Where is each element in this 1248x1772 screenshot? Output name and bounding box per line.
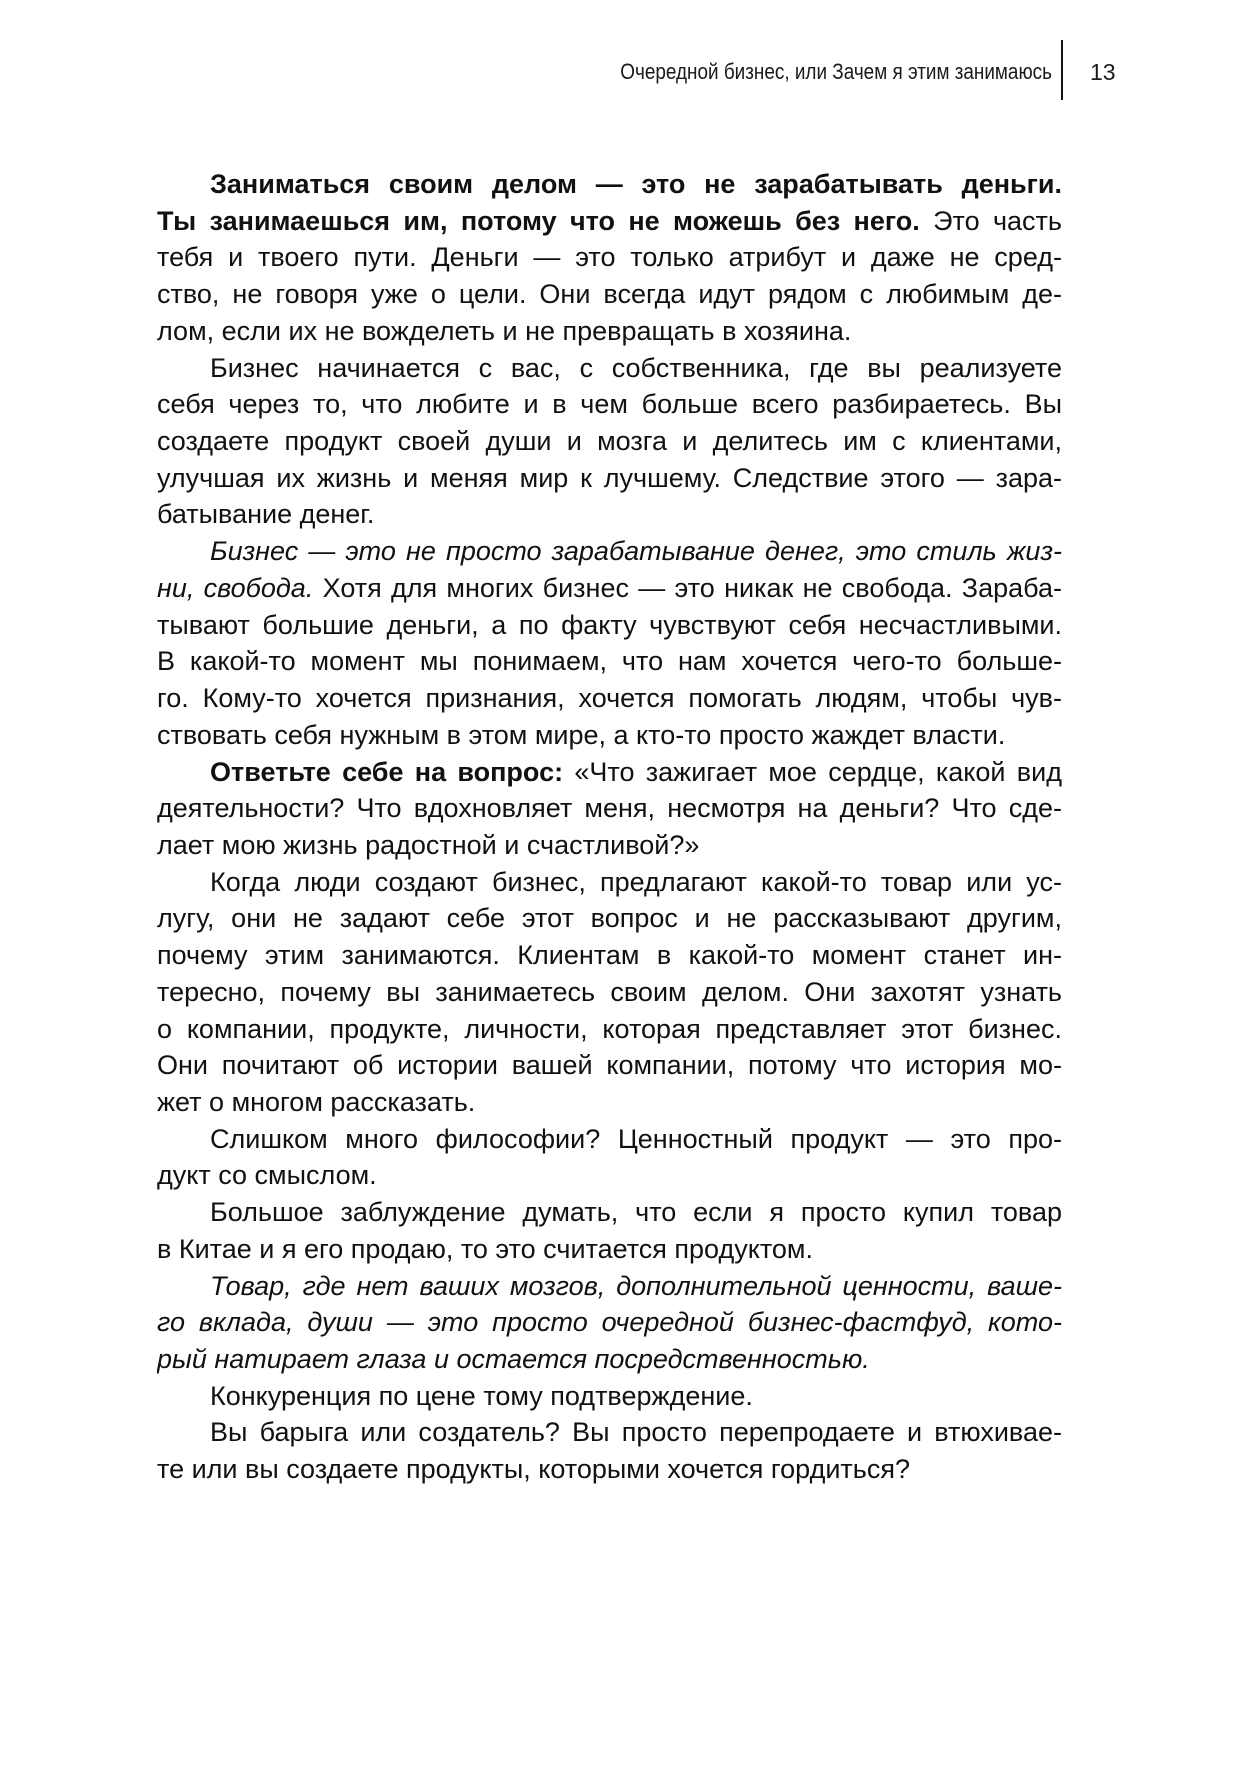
text-line (157, 1011, 1062, 1048)
text-line (157, 790, 1062, 827)
text-run: Конкуренция по цене тому подтверждение. (210, 1380, 753, 1411)
text-line (157, 1047, 1062, 1084)
text-run: в Китае и я его продаю, то это считается продуктом. (157, 1233, 813, 1264)
text-line (157, 643, 1062, 680)
text-line (157, 1157, 1062, 1194)
header-divider (1061, 40, 1063, 100)
text-line (157, 1341, 1062, 1378)
text-line (157, 680, 1062, 717)
text-line (157, 827, 1062, 864)
text-run: ствовать себя нужным в этом мире, а кто-то просто жаждет власти. (157, 719, 1006, 750)
text-run: Хотя для многих бизнес — это никак не свобода. Зараба- (313, 572, 1062, 603)
text-line (157, 1451, 1062, 1488)
text-run: Большое заблуждение думать, что если я просто купил товар (210, 1197, 1062, 1228)
text-line (157, 717, 1062, 754)
text-line (157, 276, 1062, 313)
text-line (157, 386, 1062, 423)
text-line (157, 974, 1062, 1011)
text-line (157, 570, 1062, 607)
text-line (157, 1304, 1062, 1341)
text-line (157, 239, 1062, 276)
text-run: Они почитают об истории вашей компании, потому что история мо- (157, 1050, 1062, 1081)
text-run: почему этим занимаются. Клиентам в какой-то момент станет ин- (157, 940, 1062, 971)
text-run: Когда люди создают бизнес, предлагают какой-то товар или ус- (210, 866, 1062, 897)
text-run: Бизнес начинается с вас, с собственника, где вы реализуете (210, 352, 1062, 383)
text-line (157, 460, 1062, 497)
italic-emphasis: рый натирает глаза и остается посредственностью. (157, 1344, 870, 1374)
text-run: жет о многом рассказать. (157, 1086, 476, 1117)
text-run: го. Кому-то хочется признания, хочется помогать людям, чтобы чув- (157, 683, 1062, 714)
text-line (157, 607, 1062, 644)
italic-emphasis: Товар, где нет ваших мозгов, дополнительной ценности, ваше- (210, 1270, 1062, 1301)
running-title: Очередной бизнес, или Зачем я этим занимаюсь (620, 59, 1052, 84)
text-run: В какой-то момент мы понимаем, что нам хочется чего-то больше- (157, 646, 1062, 677)
paragraph-first-line (157, 754, 1062, 791)
text-run: деятельности? Что вдохновляет меня, несмотря на деньги? Что сде- (157, 793, 1062, 824)
paragraph-first-line (157, 1121, 1062, 1158)
text-run: «Что зажигает мое сердце, какой вид (563, 756, 1062, 787)
text-line (157, 1231, 1062, 1268)
text-line (157, 313, 1062, 350)
text-line (157, 423, 1062, 460)
paragraph-first-line (157, 533, 1062, 570)
paragraph-first-line (157, 1194, 1062, 1231)
text-run: о компании, продукте, личности, которая представляет этот бизнес. (157, 1013, 1062, 1044)
bold-emphasis: Ответьте себе на вопрос: (210, 756, 564, 787)
text-run: себя через то, что любите и в чем больше всего разбираетесь. Вы (157, 389, 1062, 420)
text-run: Вы барыга или создатель? Вы просто перепродаете и втюхивае- (210, 1417, 1062, 1448)
text-run: те или вы создаете продукты, которыми хочется гордиться? (157, 1454, 910, 1485)
body-text (157, 166, 1062, 1488)
text-run: лает мою жизнь радостной и счастливой?» (157, 829, 700, 860)
text-line (157, 496, 1062, 533)
text-line (157, 900, 1062, 937)
bold-emphasis: Заниматься своим делом — это не зарабатывать деньги. (210, 169, 1062, 199)
italic-emphasis: го вклада, души — это просто очередной бизнес-фастфуд, кото- (157, 1307, 1062, 1338)
text-line (157, 203, 1062, 240)
text-run: Слишком много философии? Ценностный продукт — это про- (210, 1123, 1062, 1154)
text-run: лом, если их не вожделеть и не превращать в хозяина. (157, 315, 852, 346)
italic-emphasis: ни, свобода. (157, 572, 314, 603)
text-run: тывают большие деньги, а по факту чувствуют себя несчастливыми. (157, 609, 1062, 640)
text-run: улучшая их жизнь и меняя мир к лучшему. Следствие этого — зара- (157, 462, 1062, 493)
page-number: 13 (1090, 59, 1116, 85)
text-run: батывание денег. (157, 499, 375, 530)
text-run: дукт со смыслом. (157, 1160, 377, 1191)
text-run: лугу, они не задают себе этот вопрос и не рассказывают другим, (157, 903, 1062, 934)
text-run: ство, не говоря уже о цели. Они всегда идут рядом с любимым де- (157, 279, 1062, 310)
text-run: тересно, почему вы занимаетесь своим делом. Они захотят узнать (157, 976, 1062, 1007)
text-run: тебя и твоего пути. Деньги — это только атрибут и даже не сред- (157, 242, 1062, 273)
bold-emphasis: Ты занимаешься им, потому что не можешь без него. (157, 205, 920, 236)
paragraph-first-line (157, 1378, 1062, 1415)
paragraph-first-line (157, 1414, 1062, 1451)
paragraph-first-line (157, 350, 1062, 387)
text-run: Это часть (919, 205, 1062, 236)
paragraph-first-line (157, 1268, 1062, 1305)
text-run: создаете продукт своей души и мозга и делитесь им с клиентами, (157, 426, 1062, 457)
text-line (157, 1084, 1062, 1121)
italic-emphasis: Бизнес — это не просто зарабатывание денег, это стиль жиз- (210, 536, 1062, 567)
text-line (157, 937, 1062, 974)
paragraph-first-line (157, 166, 1062, 203)
paragraph-first-line (157, 864, 1062, 901)
